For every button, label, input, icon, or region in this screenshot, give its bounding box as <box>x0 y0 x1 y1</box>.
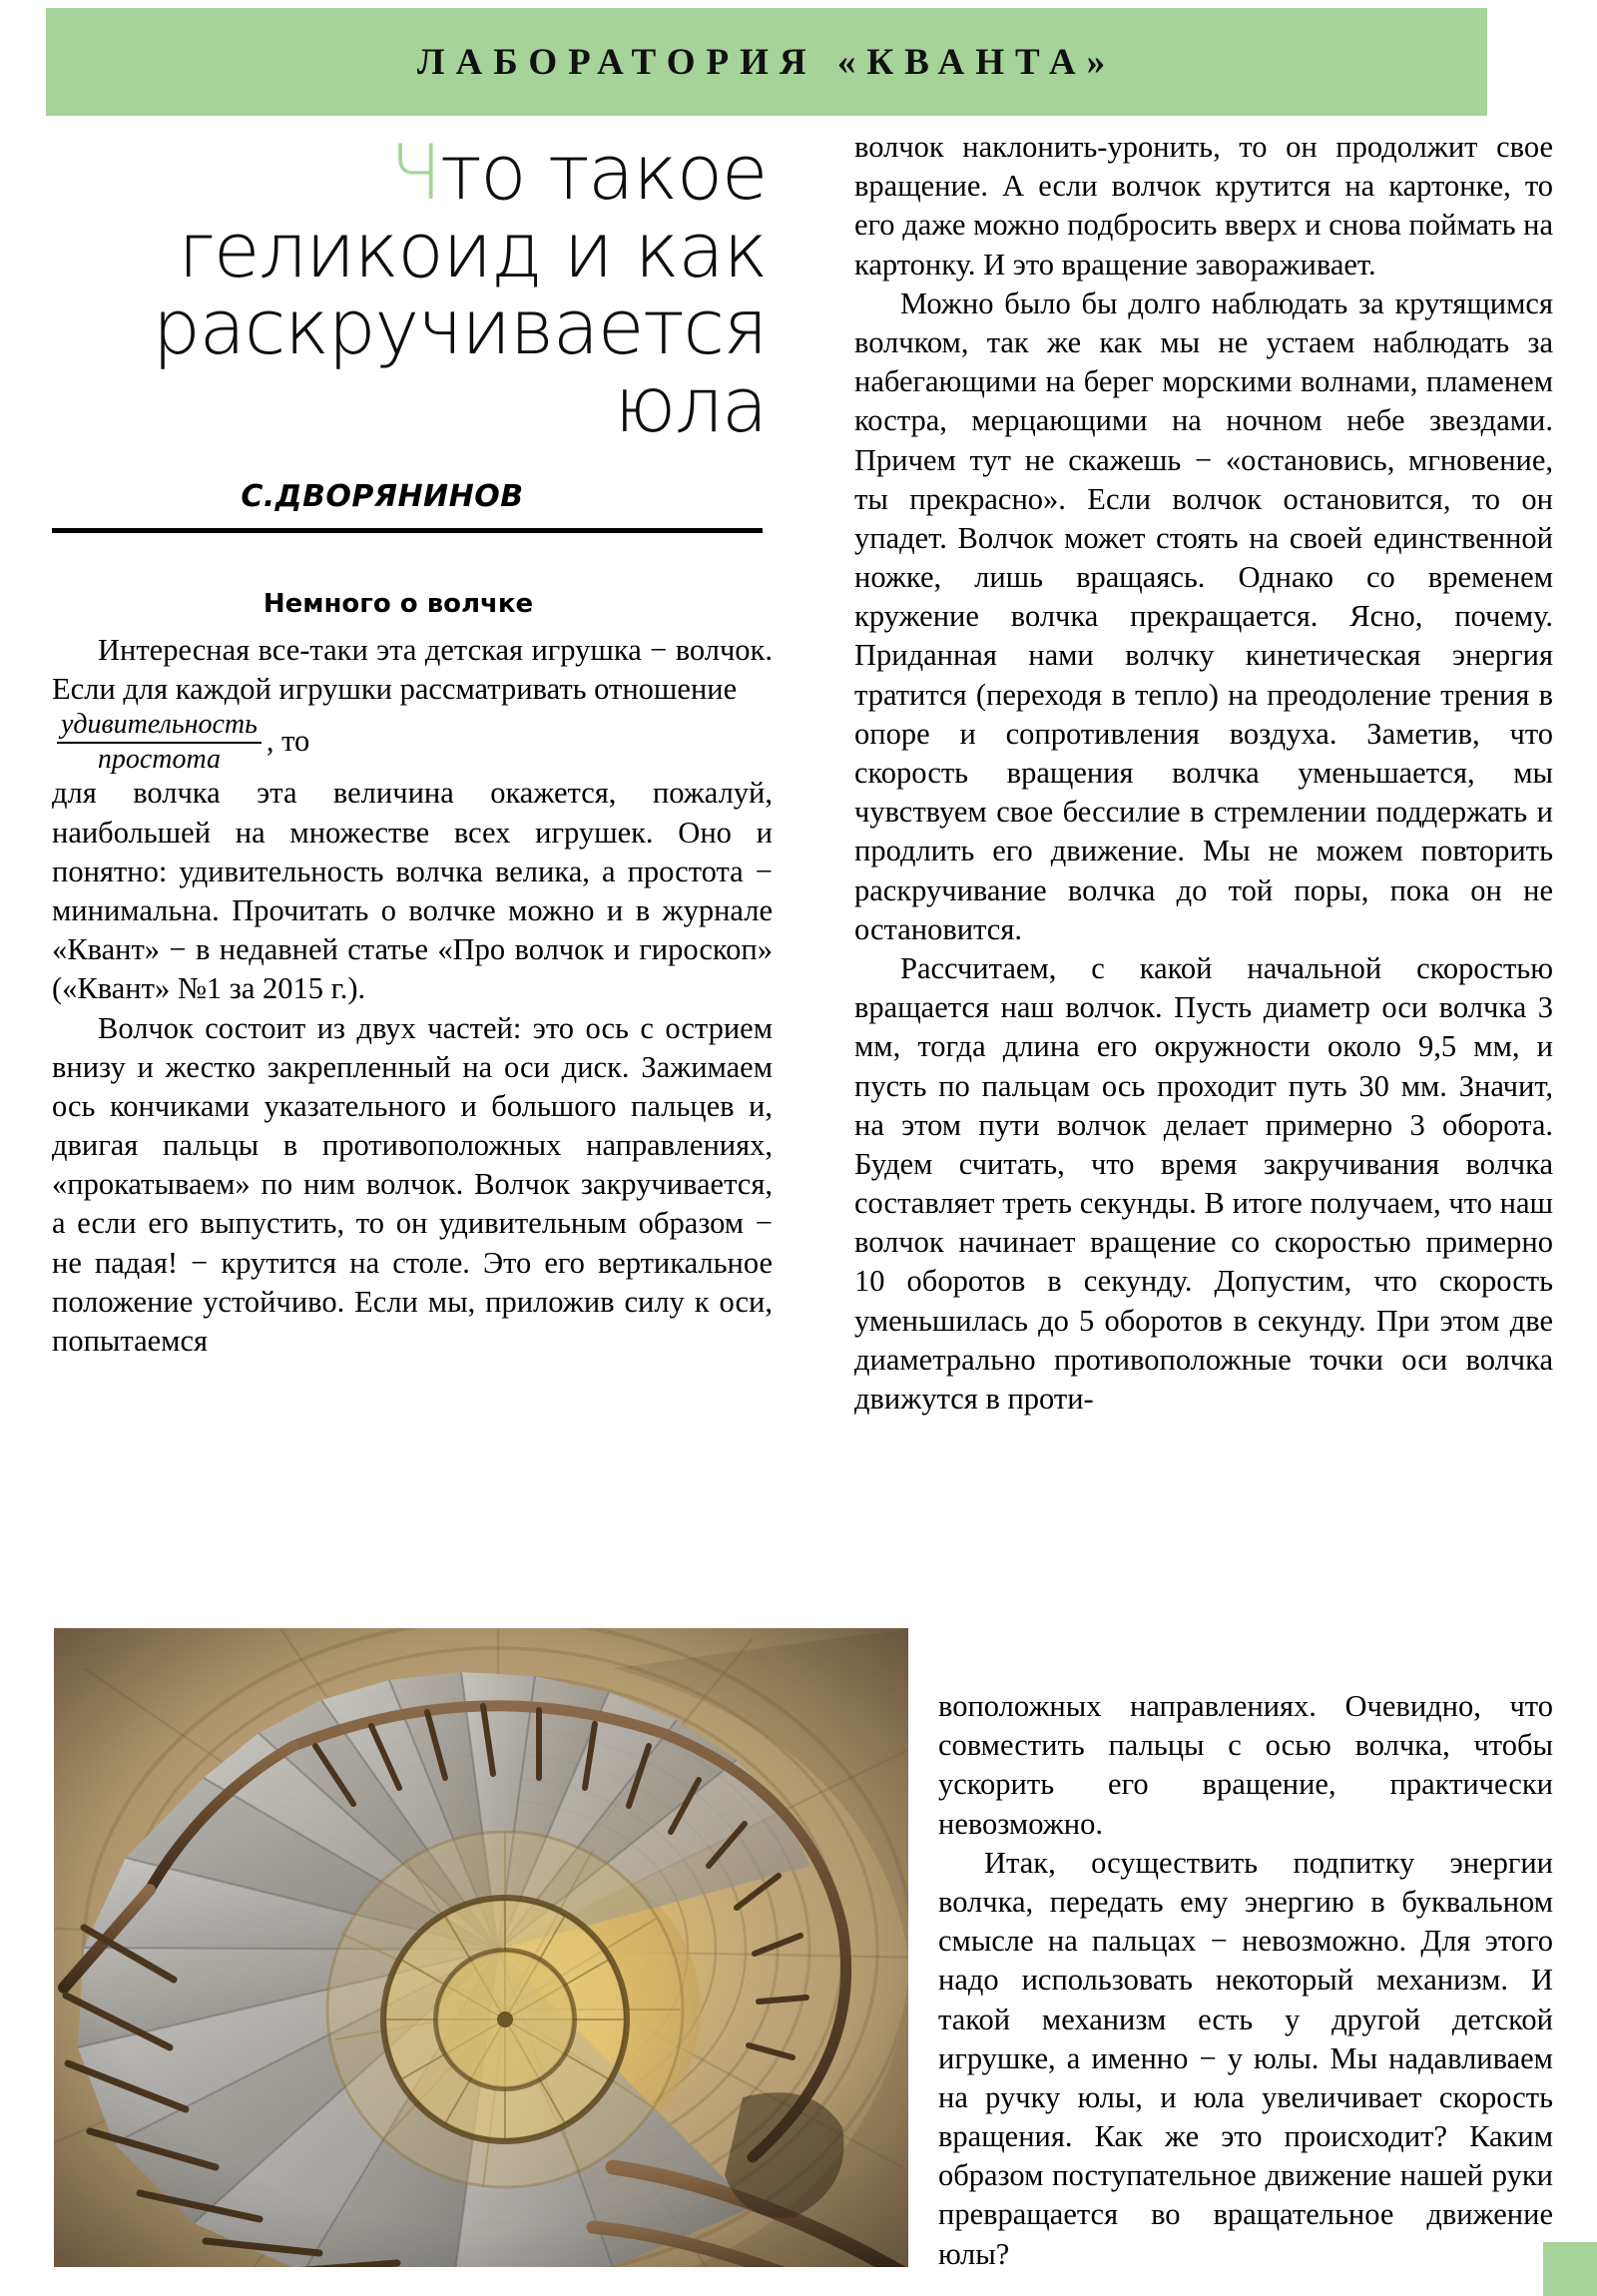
corner-green-marker <box>1543 2242 1597 2296</box>
page-title <box>52 128 773 449</box>
right-paragraph-2: Можно было бы долго наблюдать за крутящимся волчком, так же как мы не устаем наблюдать за набегающими на берег морскими волнами, пламенем костра, мерцающими на ночном небе звездами. Причем тут не скажешь − «остановись, мгновение, ты прекрасно». Если волчок остановится, то он упадет. Волчок может стоять на своей единственной ножке, лишь вращаясь. Однако со временем кружение волчка прекращается. Ясно, почему. Приданная нами волчку кинетическая энергия тратится (переходя в тепло) на преодоление трения в опоре и сопротивления воздуха. Заметив, что скорость вращения волчка уменьшается, мы чувствуем свое бессилие в стремлении поддержать и продлить его движение. Мы не можем повторить раскручивание волчка до той поры, пока он не остановится. <box>854 286 1553 946</box>
fraction-trailing-text: , то <box>266 724 310 759</box>
section-heading: Немного о волчке <box>263 589 534 620</box>
title-initial-letter: Ч <box>389 128 440 217</box>
right-paragraph-1: волчок наклонить-уронить, то он продолжит свое вращение. А если волчок крутится на картонке, то его даже можно подбросить вверх и снова поймать на картонку. И это вращение завораживает. <box>854 130 1553 282</box>
section-banner <box>46 8 1487 116</box>
fraction-numerator: удивительность <box>61 709 258 741</box>
inline-fraction-line <box>52 709 773 774</box>
title-rest: то такое геликоид и как раскручивается юла <box>152 128 767 449</box>
spiral-staircase-image <box>54 1628 908 2267</box>
fraction-denominator: простота <box>97 744 222 776</box>
article-photo <box>54 1628 908 2267</box>
right-column <box>854 128 1553 1419</box>
left-paragraph-1-start: Интересная все-таки эта детская игрушка − волчок. Если для каждой игрушки рассматривать отношение <box>52 633 773 707</box>
right-paragraph-4: Итак, осуществить подпитку энергии волчка, передать ему энергию в буквальном смысле на пальцах − невозможно. Для этого надо использовать некоторый механизм. И такой механизм есть у другой детской игрушке, а именно − у юлы. Мы надавливаем на ручку юлы, и юла увеличивает скорость вращения. Как же это происходит? Каким образом поступательное движение нашей руки превращается во вращательное движение юлы? <box>938 1845 1553 2271</box>
banner-title: ЛАБОРАТОРИЯ «КВАНТА» <box>416 41 1117 83</box>
author-byline: С.ДВОРЯНИНОВ <box>241 479 524 515</box>
right-paragraph-3: Рассчитаем, с какой начальной скоростью вращается наш волчок. Пусть диаметр оси волчка 3 мм, тогда длина его окружности около 9,5 мм, и пусть по пальцам ось проходит путь 30 мм. Значит, на этом пути волчок делает примерно 3 оборота. Будем считать, что время закручивания волчка составляет треть секунды. В итоге получаем, что наш волчок начинает вращение со скоростью примерно 10 оборотов в секунду. Допустим, что скорость уменьшилась до 5 оборотов в секунду. При этом две диаметрально противоположные точки оси волчка движутся в проти- <box>854 950 1553 1416</box>
right-column-lower <box>938 1687 1553 2274</box>
left-paragraph-1-continued: для волчка эта величина окажется, пожалуй, наибольшей на множестве всех игрушек. Оно и понятно: удивительность волчка велика, а простота − минимальна. Прочитать о волчке можно и в журнале «Квант» − в недавней статье «Про волчок и гироскоп» («Квант» №1 за 2015 г.). <box>52 776 773 1006</box>
byline-divider <box>52 528 763 533</box>
fraction <box>57 710 262 775</box>
left-column <box>52 128 773 1361</box>
right-paragraph-3-tail: воположных направлениях. Очевидно, что совместить пальцы с осью волчка, чтобы ускорить его вращение, практически невозможно. <box>938 1689 1553 1841</box>
left-paragraph-2: Волчок состоит из двух частей: это ось с острием внизу и жестко закрепленный на оси диск. Зажимаем ось кончиками указательного и большого пальцев и, двигая пальцы в противоположных направлениях, «прокатываем» по ним волчок. Волчок закручивается, а если его выпустить, то он удивительным образом − не падая! − крутится на столе. Это его вертикальное положение устойчиво. Если мы, приложив силу к оси, попытаемся <box>52 1010 773 1359</box>
